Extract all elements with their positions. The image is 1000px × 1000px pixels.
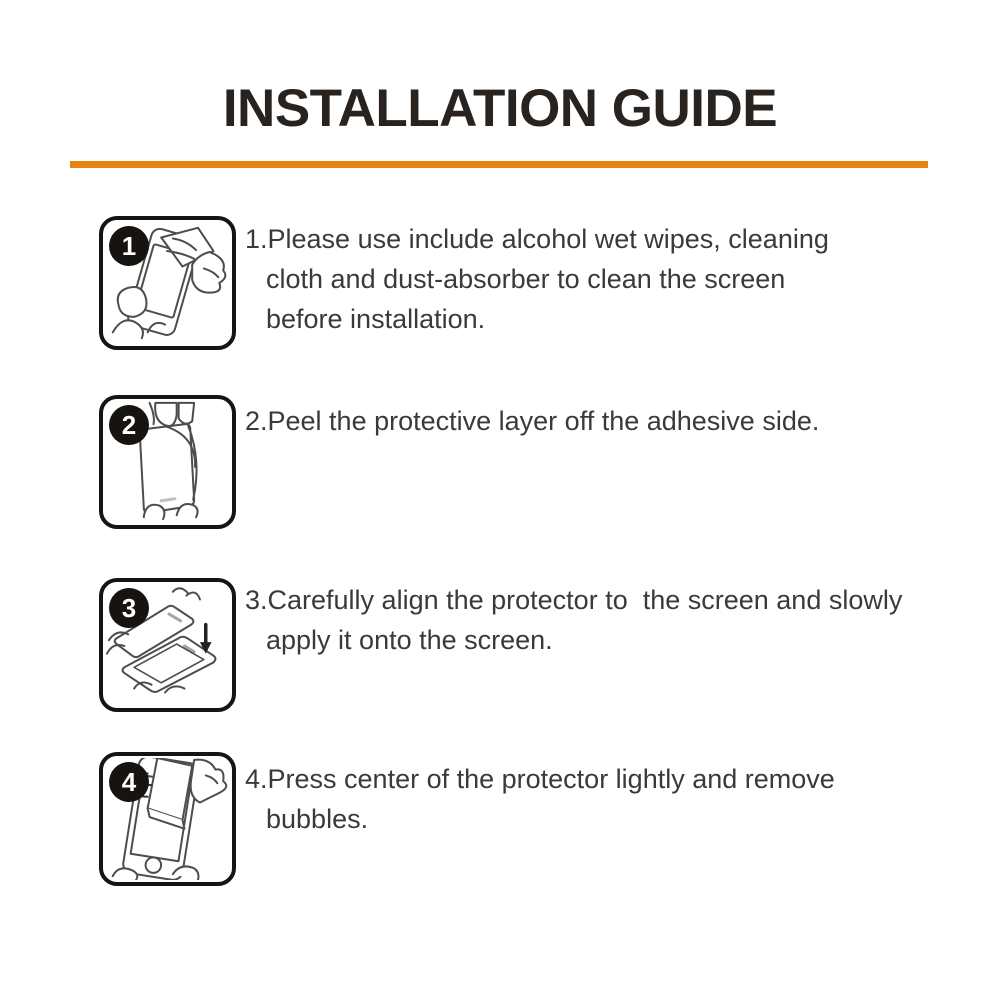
- accent-divider: [70, 161, 928, 168]
- step-3-line-1: 3.Carefully align the protector to the screen and slowly: [245, 585, 903, 615]
- step-2-badge: 2: [109, 405, 149, 445]
- step-4-badge: 4: [109, 762, 149, 802]
- step-2-figure: [99, 395, 236, 529]
- step-1-line-2: cloth and dust-absorber to clean the screen: [266, 264, 786, 294]
- step-4-text: [245, 759, 945, 839]
- step-4-figure: [99, 752, 236, 886]
- page-title: INSTALLATION GUIDE: [222, 79, 778, 138]
- step-1-badge: 1: [109, 226, 149, 266]
- step-3-text: [245, 580, 945, 660]
- step-1-text: [245, 219, 945, 339]
- step-4-line-1: 4.Press center of the protector lightly and remove: [245, 764, 835, 794]
- step-1-figure: [99, 216, 236, 350]
- step-1-line-3: before installation.: [266, 304, 486, 334]
- step-3-badge: 3: [109, 588, 149, 628]
- step-2-text: [245, 401, 945, 441]
- step-4-line-2: bubbles.: [266, 804, 369, 834]
- step-3-figure: [99, 578, 236, 712]
- step-1-line-1: 1.Please use include alcohol wet wipes, cleaning: [245, 224, 829, 254]
- step-3-line-2: apply it onto the screen.: [266, 625, 553, 655]
- step-2-line-1: 2.Peel the protective layer off the adhesive side.: [245, 406, 820, 436]
